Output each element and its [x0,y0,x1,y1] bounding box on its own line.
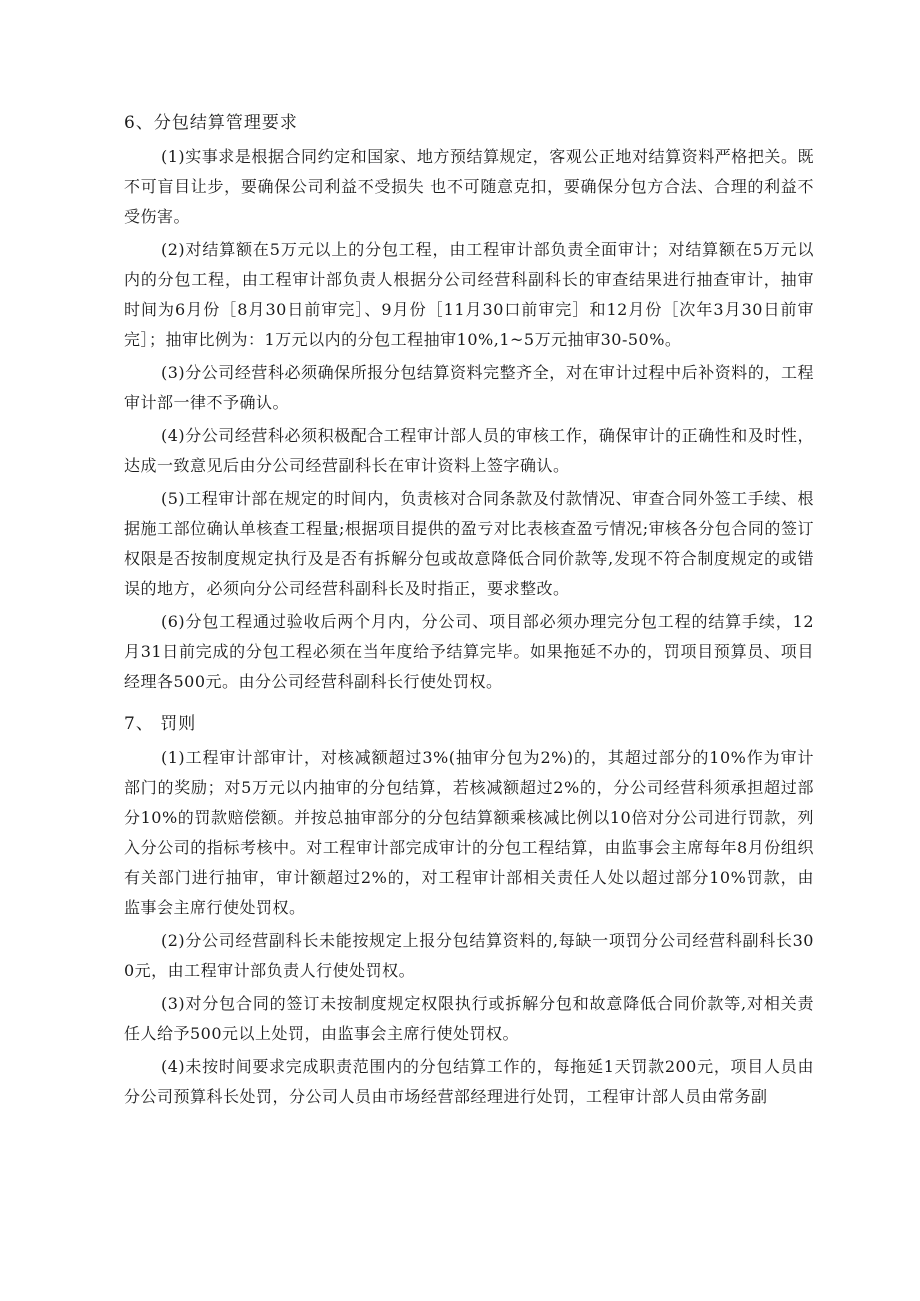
paragraph: (5)工程审计部在规定的时间内，负责核对合同条款及付款情况、审查合同外签工手续、根据施工部位确认单核查工程量;根据项目提供的盈亏对比表核查盈亏情况;审核各分包合同的签订权限是否按制度规定执行及是否有拆解分包或故意降低合同价款等,发现不符合制度规定的或错误的地方，必须向分公司经营科副科长及时指正，要求整改。 [124,489,814,598]
paragraph: (3)对分包合同的签订未按制度规定权限执行或拆解分包和故意降低合同价款等,对相关责任人给予500元以上处罚，由监事会主席行使处罚权。 [124,994,814,1043]
paragraph: (2)对结算额在5万元以上的分包工程，由工程审计部负责全面审计；对结算额在5万元以内的分包工程，由工程审计部负责人根据分公司经营科副科长的审查结果进行抽查审计，抽审时间为6月份［8月30日前审完］、9月份［11月30口前审完］和12月份［次年3月30日前审完］；抽审比例为：1万元以内的分包工程抽审10%,1~5万元抽审30-50%。 [124,240,814,349]
paragraph: (3)分公司经营科必须确保所报分包结算资料完整齐全，对在审计过程中后补资料的，工程审计部一律不予确认。 [124,363,814,412]
section-title: 7、 罚则 [124,714,197,734]
paragraph: (2)分公司经营副科长未能按规定上报分包结算资料的,每缺一项罚分公司经营科副科长300元，由工程审计部负责人行使处罚权。 [124,931,814,980]
section-title: 6、分包结算管理要求 [124,113,298,133]
document-page [124,108,814,1115]
paragraph: (4)未按时间要求完成职责范围内的分包结算工作的，每拖延1天罚款200元，项目人员由分公司预算科长处罚，分公司人员由市场经营部经理进行处罚，工程审计部人员由常务副 [124,1057,814,1106]
section-penalties [124,709,814,1112]
paragraph: (1)工程审计部审计，对核减额超过3%(抽审分包为2%)的，其超过部分的10%作为审计部门的奖励；对5万元以内抽审的分包结算，若核减额超过2%的，分公司经营科须承担超过部分10%的罚款赔偿额。并按总抽审部分的分包结算额乘核减比例以10倍对分公司进行罚款，列入分公司的指标考核中。对工程审计部完成审计的分包工程结算，由监事会主席每年8月份组织有关部门进行抽审，审计额超过2%的，对工程审计部相关责任人处以超过部分10%罚款，由监事会主席行使处罚权。 [124,748,814,917]
section-settlement-management [124,108,814,697]
paragraph: (6)分包工程通过验收后两个月内，分公司、项目部必须办理完分包工程的结算手续，12月31日前完成的分包工程必须在当年度给予结算完毕。如果拖延不办的，罚项目预算员、项目经理各500元。由分公司经营科副科长行使处罚权。 [124,612,814,691]
paragraph: (4)分公司经营科必须积极配合工程审计部人员的审核工作，确保审计的正确性和及时性，达成一致意见后由分公司经营副科长在审计资料上签字确认。 [124,426,814,475]
paragraph: (1)实事求是根据合同约定和国家、地方预结算规定，客观公正地对结算资料严格把关。既不可盲目让步，要确保公司利益不受损失 也不可随意克扣，要确保分包方合法、合理的利益不受伤害。 [124,147,814,226]
